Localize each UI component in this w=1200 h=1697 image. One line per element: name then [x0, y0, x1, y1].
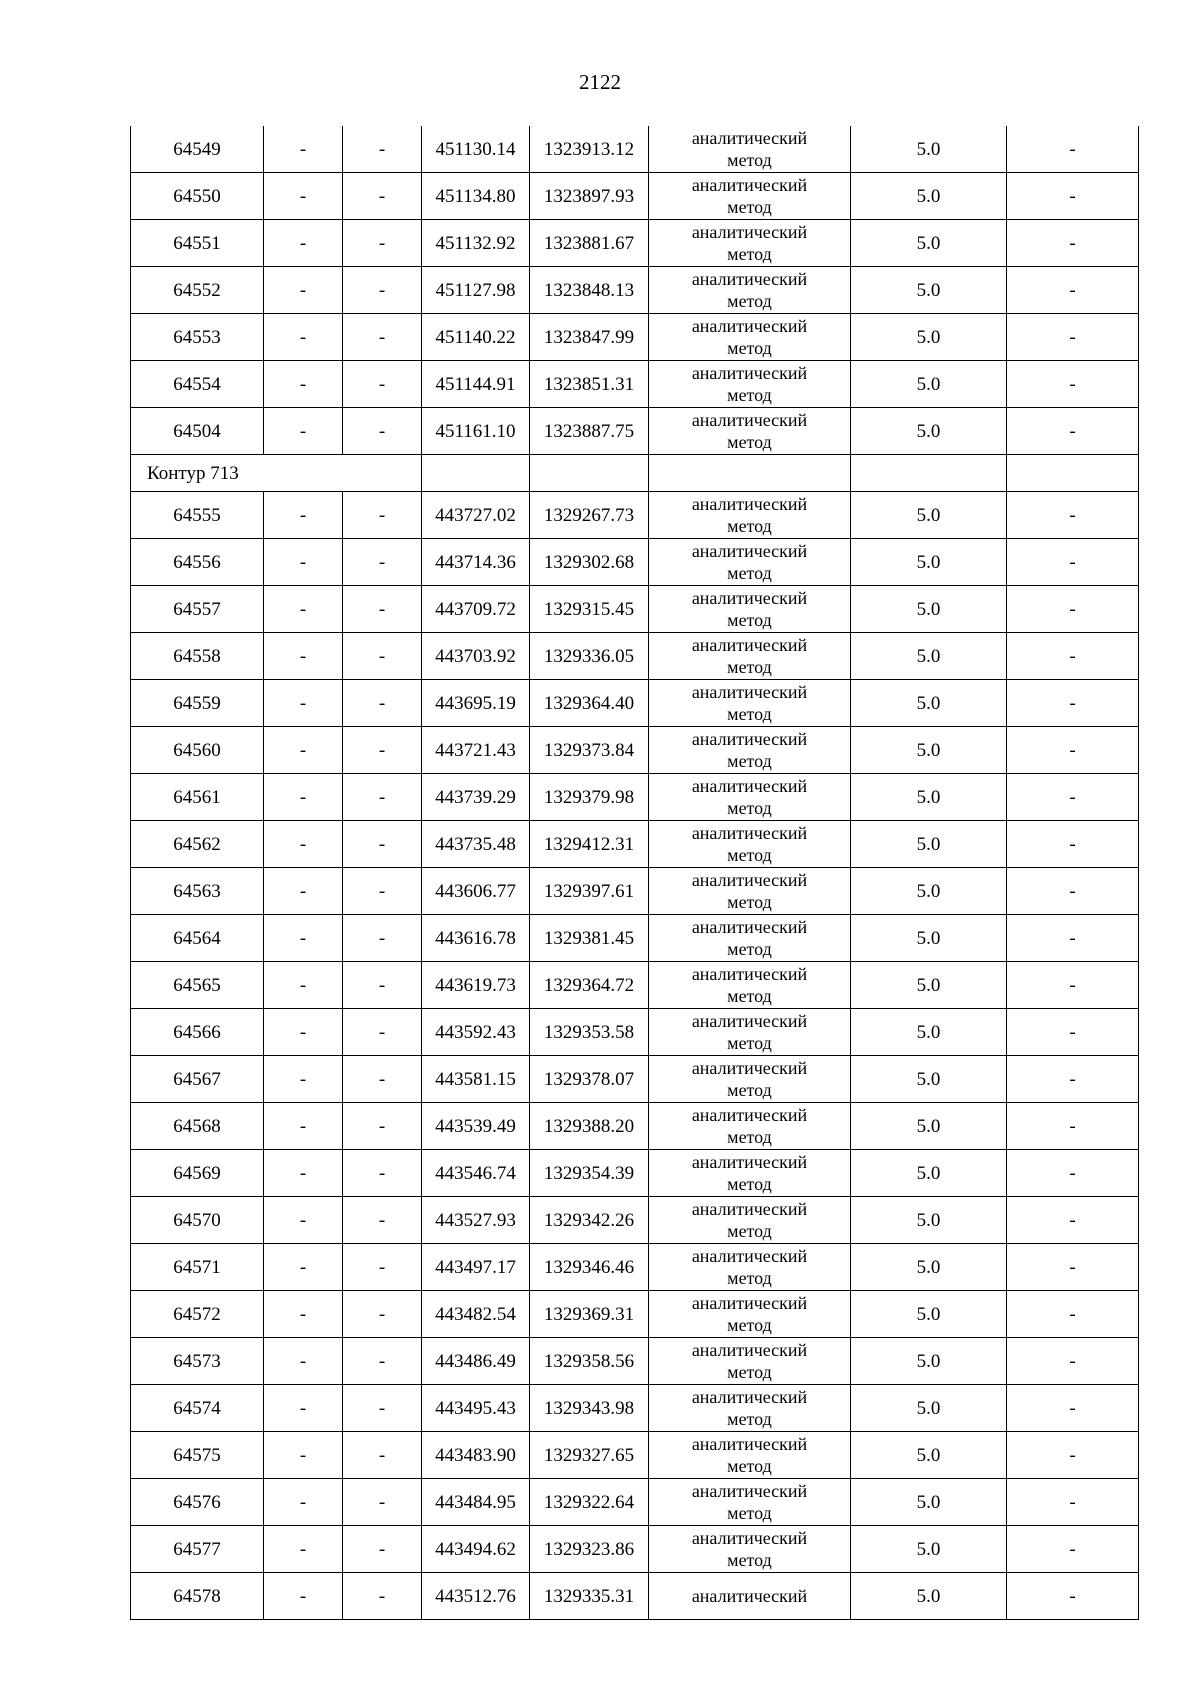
- x-coordinate-cell: 443495.43: [422, 1385, 530, 1432]
- dash-cell: -: [264, 1056, 343, 1103]
- dash-cell: -: [264, 492, 343, 539]
- x-coordinate-cell: 443619.73: [422, 962, 530, 1009]
- y-coordinate-cell: 1329267.73: [530, 492, 649, 539]
- dash-cell: -: [264, 633, 343, 680]
- dash-cell: -: [264, 1385, 343, 1432]
- y-coordinate-cell: 1329353.58: [530, 1009, 649, 1056]
- y-coordinate-cell: 1329336.05: [530, 633, 649, 680]
- dash-cell: -: [343, 1009, 422, 1056]
- method-cell: аналитический метод: [649, 727, 851, 774]
- accuracy-cell: 5.0: [851, 1244, 1007, 1291]
- dash-cell: -: [343, 1056, 422, 1103]
- method-cell: аналитический метод: [649, 220, 851, 267]
- dash-cell: -: [1007, 680, 1139, 727]
- accuracy-cell: 5.0: [851, 1103, 1007, 1150]
- table-row: [131, 1197, 1139, 1244]
- contour-row: [131, 455, 1139, 492]
- method-cell: аналитический метод: [649, 1009, 851, 1056]
- method-cell: аналитический метод: [649, 962, 851, 1009]
- y-coordinate-cell: 1329369.31: [530, 1291, 649, 1338]
- y-coordinate-cell: 1323848.13: [530, 267, 649, 314]
- point-id-cell: 64562: [131, 821, 264, 868]
- accuracy-cell: 5.0: [851, 1197, 1007, 1244]
- method-cell: аналитический: [649, 1573, 851, 1620]
- table-row: [131, 1103, 1139, 1150]
- dash-cell: -: [343, 267, 422, 314]
- point-id-cell: 64558: [131, 633, 264, 680]
- y-coordinate-cell: 1329302.68: [530, 539, 649, 586]
- dash-cell: -: [264, 220, 343, 267]
- table-row: [131, 633, 1139, 680]
- x-coordinate-cell: 443539.49: [422, 1103, 530, 1150]
- point-id-cell: 64557: [131, 586, 264, 633]
- table-row: [131, 1291, 1139, 1338]
- table-row: [131, 727, 1139, 774]
- point-id-cell: 64575: [131, 1432, 264, 1479]
- empty-cell: [422, 455, 530, 492]
- method-cell: аналитический метод: [649, 1150, 851, 1197]
- method-cell: аналитический метод: [649, 314, 851, 361]
- point-id-cell: 64577: [131, 1526, 264, 1573]
- y-coordinate-cell: 1329388.20: [530, 1103, 649, 1150]
- x-coordinate-cell: 451161.10: [422, 408, 530, 455]
- point-id-cell: 64554: [131, 361, 264, 408]
- accuracy-cell: 5.0: [851, 821, 1007, 868]
- x-coordinate-cell: 443735.48: [422, 821, 530, 868]
- y-coordinate-cell: 1329354.39: [530, 1150, 649, 1197]
- table-row: [131, 126, 1139, 173]
- method-cell: аналитический метод: [649, 821, 851, 868]
- dash-cell: -: [264, 314, 343, 361]
- table-row: [131, 774, 1139, 821]
- dash-cell: -: [1007, 1479, 1139, 1526]
- table-row: [131, 314, 1139, 361]
- y-coordinate-cell: 1329397.61: [530, 868, 649, 915]
- dash-cell: -: [264, 1432, 343, 1479]
- method-cell: аналитический метод: [649, 267, 851, 314]
- y-coordinate-cell: 1323913.12: [530, 126, 649, 173]
- accuracy-cell: 5.0: [851, 314, 1007, 361]
- dash-cell: -: [343, 1291, 422, 1338]
- method-cell: аналитический метод: [649, 361, 851, 408]
- dash-cell: -: [264, 821, 343, 868]
- y-coordinate-cell: 1329346.46: [530, 1244, 649, 1291]
- dash-cell: -: [264, 126, 343, 173]
- point-id-cell: 64550: [131, 173, 264, 220]
- table-row: [131, 1338, 1139, 1385]
- point-id-cell: 64556: [131, 539, 264, 586]
- accuracy-cell: 5.0: [851, 1338, 1007, 1385]
- point-id-cell: 64561: [131, 774, 264, 821]
- dash-cell: -: [343, 492, 422, 539]
- dash-cell: -: [264, 173, 343, 220]
- dash-cell: -: [343, 727, 422, 774]
- x-coordinate-cell: 443486.49: [422, 1338, 530, 1385]
- dash-cell: -: [264, 774, 343, 821]
- dash-cell: -: [343, 1150, 422, 1197]
- method-cell: аналитический метод: [649, 868, 851, 915]
- dash-cell: -: [343, 1573, 422, 1620]
- point-id-cell: 64573: [131, 1338, 264, 1385]
- method-cell: аналитический метод: [649, 586, 851, 633]
- method-cell: аналитический метод: [649, 492, 851, 539]
- dash-cell: -: [1007, 915, 1139, 962]
- x-coordinate-cell: 443714.36: [422, 539, 530, 586]
- dash-cell: -: [1007, 1526, 1139, 1573]
- empty-cell: [851, 455, 1007, 492]
- method-cell: аналитический метод: [649, 126, 851, 173]
- method-cell: аналитический метод: [649, 915, 851, 962]
- accuracy-cell: 5.0: [851, 1432, 1007, 1479]
- dash-cell: -: [264, 1197, 343, 1244]
- dash-cell: -: [1007, 220, 1139, 267]
- table-row: [131, 1056, 1139, 1103]
- coordinates-table: [130, 126, 1139, 1620]
- y-coordinate-cell: 1329343.98: [530, 1385, 649, 1432]
- method-cell: аналитический метод: [649, 1056, 851, 1103]
- point-id-cell: 64559: [131, 680, 264, 727]
- x-coordinate-cell: 443727.02: [422, 492, 530, 539]
- dash-cell: -: [264, 1573, 343, 1620]
- table-row: [131, 1150, 1139, 1197]
- dash-cell: -: [264, 1009, 343, 1056]
- table-row: [131, 361, 1139, 408]
- dash-cell: -: [264, 680, 343, 727]
- point-id-cell: 64567: [131, 1056, 264, 1103]
- empty-cell: [530, 455, 649, 492]
- table-row: [131, 962, 1139, 1009]
- accuracy-cell: 5.0: [851, 586, 1007, 633]
- y-coordinate-cell: 1323897.93: [530, 173, 649, 220]
- y-coordinate-cell: 1329315.45: [530, 586, 649, 633]
- x-coordinate-cell: 443703.92: [422, 633, 530, 680]
- dash-cell: -: [1007, 173, 1139, 220]
- dash-cell: -: [1007, 539, 1139, 586]
- dash-cell: -: [343, 586, 422, 633]
- y-coordinate-cell: 1329364.40: [530, 680, 649, 727]
- contour-label: Контур 713: [131, 455, 422, 492]
- point-id-cell: 64572: [131, 1291, 264, 1338]
- accuracy-cell: 5.0: [851, 774, 1007, 821]
- accuracy-cell: 5.0: [851, 1573, 1007, 1620]
- dash-cell: -: [1007, 267, 1139, 314]
- accuracy-cell: 5.0: [851, 173, 1007, 220]
- dash-cell: -: [343, 1103, 422, 1150]
- accuracy-cell: 5.0: [851, 1479, 1007, 1526]
- dash-cell: -: [1007, 1197, 1139, 1244]
- dash-cell: -: [343, 126, 422, 173]
- method-cell: аналитический метод: [649, 539, 851, 586]
- point-id-cell: 64504: [131, 408, 264, 455]
- dash-cell: -: [1007, 1385, 1139, 1432]
- dash-cell: -: [264, 1244, 343, 1291]
- table-row: [131, 220, 1139, 267]
- method-cell: аналитический метод: [649, 1291, 851, 1338]
- dash-cell: -: [343, 774, 422, 821]
- dash-cell: -: [343, 1197, 422, 1244]
- point-id-cell: 64576: [131, 1479, 264, 1526]
- dash-cell: -: [1007, 361, 1139, 408]
- x-coordinate-cell: 443494.62: [422, 1526, 530, 1573]
- point-id-cell: 64569: [131, 1150, 264, 1197]
- x-coordinate-cell: 443616.78: [422, 915, 530, 962]
- dash-cell: -: [1007, 314, 1139, 361]
- table-row: [131, 1432, 1139, 1479]
- point-id-cell: 64566: [131, 1009, 264, 1056]
- y-coordinate-cell: 1329412.31: [530, 821, 649, 868]
- y-coordinate-cell: 1323847.99: [530, 314, 649, 361]
- dash-cell: -: [1007, 1103, 1139, 1150]
- table-row: [131, 680, 1139, 727]
- table-row: [131, 1479, 1139, 1526]
- x-coordinate-cell: 443709.72: [422, 586, 530, 633]
- x-coordinate-cell: 443484.95: [422, 1479, 530, 1526]
- method-cell: аналитический метод: [649, 1244, 851, 1291]
- x-coordinate-cell: 451134.80: [422, 173, 530, 220]
- table-row: [131, 539, 1139, 586]
- dash-cell: -: [264, 361, 343, 408]
- dash-cell: -: [1007, 774, 1139, 821]
- dash-cell: -: [343, 915, 422, 962]
- dash-cell: -: [264, 408, 343, 455]
- dash-cell: -: [343, 314, 422, 361]
- accuracy-cell: 5.0: [851, 408, 1007, 455]
- accuracy-cell: 5.0: [851, 680, 1007, 727]
- dash-cell: -: [264, 267, 343, 314]
- x-coordinate-cell: 451130.14: [422, 126, 530, 173]
- point-id-cell: 64565: [131, 962, 264, 1009]
- dash-cell: -: [343, 361, 422, 408]
- y-coordinate-cell: 1323887.75: [530, 408, 649, 455]
- x-coordinate-cell: 443497.17: [422, 1244, 530, 1291]
- dash-cell: -: [264, 915, 343, 962]
- accuracy-cell: 5.0: [851, 915, 1007, 962]
- x-coordinate-cell: 443512.76: [422, 1573, 530, 1620]
- dash-cell: -: [264, 1291, 343, 1338]
- point-id-cell: 64563: [131, 868, 264, 915]
- dash-cell: -: [264, 1103, 343, 1150]
- accuracy-cell: 5.0: [851, 633, 1007, 680]
- dash-cell: -: [343, 1526, 422, 1573]
- x-coordinate-cell: 443581.15: [422, 1056, 530, 1103]
- dash-cell: -: [264, 727, 343, 774]
- y-coordinate-cell: 1329364.72: [530, 962, 649, 1009]
- dash-cell: -: [343, 633, 422, 680]
- method-cell: аналитический метод: [649, 774, 851, 821]
- x-coordinate-cell: 443592.43: [422, 1009, 530, 1056]
- dash-cell: -: [343, 173, 422, 220]
- x-coordinate-cell: 443721.43: [422, 727, 530, 774]
- point-id-cell: 64568: [131, 1103, 264, 1150]
- dash-cell: -: [264, 1150, 343, 1197]
- empty-cell: [1007, 455, 1139, 492]
- method-cell: аналитический метод: [649, 173, 851, 220]
- dash-cell: -: [1007, 1338, 1139, 1385]
- x-coordinate-cell: 443739.29: [422, 774, 530, 821]
- method-cell: аналитический метод: [649, 1338, 851, 1385]
- table-row: [131, 821, 1139, 868]
- dash-cell: -: [1007, 868, 1139, 915]
- dash-cell: -: [1007, 1056, 1139, 1103]
- y-coordinate-cell: 1329378.07: [530, 1056, 649, 1103]
- dash-cell: -: [1007, 633, 1139, 680]
- dash-cell: -: [343, 1338, 422, 1385]
- method-cell: аналитический метод: [649, 633, 851, 680]
- dash-cell: -: [264, 539, 343, 586]
- accuracy-cell: 5.0: [851, 1385, 1007, 1432]
- dash-cell: -: [264, 1479, 343, 1526]
- accuracy-cell: 5.0: [851, 1056, 1007, 1103]
- point-id-cell: 64552: [131, 267, 264, 314]
- y-coordinate-cell: 1323851.31: [530, 361, 649, 408]
- y-coordinate-cell: 1329322.64: [530, 1479, 649, 1526]
- dash-cell: -: [1007, 492, 1139, 539]
- dash-cell: -: [264, 1526, 343, 1573]
- table-row: [131, 408, 1139, 455]
- accuracy-cell: 5.0: [851, 962, 1007, 1009]
- x-coordinate-cell: 443695.19: [422, 680, 530, 727]
- accuracy-cell: 5.0: [851, 267, 1007, 314]
- accuracy-cell: 5.0: [851, 1009, 1007, 1056]
- dash-cell: -: [343, 868, 422, 915]
- point-id-cell: 64560: [131, 727, 264, 774]
- dash-cell: -: [343, 1385, 422, 1432]
- x-coordinate-cell: 443527.93: [422, 1197, 530, 1244]
- accuracy-cell: 5.0: [851, 126, 1007, 173]
- accuracy-cell: 5.0: [851, 868, 1007, 915]
- method-cell: аналитический метод: [649, 1526, 851, 1573]
- point-id-cell: 64555: [131, 492, 264, 539]
- point-id-cell: 64578: [131, 1573, 264, 1620]
- point-id-cell: 64551: [131, 220, 264, 267]
- dash-cell: -: [343, 539, 422, 586]
- y-coordinate-cell: 1329335.31: [530, 1573, 649, 1620]
- table-row: [131, 267, 1139, 314]
- dash-cell: -: [1007, 126, 1139, 173]
- dash-cell: -: [343, 408, 422, 455]
- table-row: [131, 586, 1139, 633]
- x-coordinate-cell: 443546.74: [422, 1150, 530, 1197]
- accuracy-cell: 5.0: [851, 492, 1007, 539]
- x-coordinate-cell: 443483.90: [422, 1432, 530, 1479]
- dash-cell: -: [343, 1432, 422, 1479]
- table-row: [131, 492, 1139, 539]
- dash-cell: -: [264, 1338, 343, 1385]
- table-row: [131, 1385, 1139, 1432]
- x-coordinate-cell: 451132.92: [422, 220, 530, 267]
- dash-cell: -: [343, 1479, 422, 1526]
- point-id-cell: 64549: [131, 126, 264, 173]
- dash-cell: -: [1007, 1432, 1139, 1479]
- dash-cell: -: [1007, 1150, 1139, 1197]
- accuracy-cell: 5.0: [851, 539, 1007, 586]
- point-id-cell: 64571: [131, 1244, 264, 1291]
- y-coordinate-cell: 1329358.56: [530, 1338, 649, 1385]
- y-coordinate-cell: 1329373.84: [530, 727, 649, 774]
- dash-cell: -: [343, 680, 422, 727]
- x-coordinate-cell: 451144.91: [422, 361, 530, 408]
- y-coordinate-cell: 1329342.26: [530, 1197, 649, 1244]
- table-row: [131, 1244, 1139, 1291]
- dash-cell: -: [1007, 727, 1139, 774]
- method-cell: аналитический метод: [649, 1103, 851, 1150]
- method-cell: аналитический метод: [649, 680, 851, 727]
- dash-cell: -: [264, 962, 343, 1009]
- table-body: [131, 126, 1139, 1620]
- dash-cell: -: [1007, 1009, 1139, 1056]
- method-cell: аналитический метод: [649, 1432, 851, 1479]
- y-coordinate-cell: 1329323.86: [530, 1526, 649, 1573]
- empty-cell: [649, 455, 851, 492]
- dash-cell: -: [264, 868, 343, 915]
- dash-cell: -: [343, 1244, 422, 1291]
- accuracy-cell: 5.0: [851, 1291, 1007, 1338]
- x-coordinate-cell: 443606.77: [422, 868, 530, 915]
- y-coordinate-cell: 1329379.98: [530, 774, 649, 821]
- method-cell: аналитический метод: [649, 408, 851, 455]
- x-coordinate-cell: 451127.98: [422, 267, 530, 314]
- table-row: [131, 1009, 1139, 1056]
- table-row: [131, 868, 1139, 915]
- table-row: [131, 1573, 1139, 1620]
- point-id-cell: 64574: [131, 1385, 264, 1432]
- dash-cell: -: [1007, 962, 1139, 1009]
- x-coordinate-cell: 451140.22: [422, 314, 530, 361]
- y-coordinate-cell: 1323881.67: [530, 220, 649, 267]
- table-row: [131, 915, 1139, 962]
- method-cell: аналитический метод: [649, 1479, 851, 1526]
- table-row: [131, 173, 1139, 220]
- accuracy-cell: 5.0: [851, 1526, 1007, 1573]
- dash-cell: -: [343, 821, 422, 868]
- point-id-cell: 64553: [131, 314, 264, 361]
- method-cell: аналитический метод: [649, 1385, 851, 1432]
- y-coordinate-cell: 1329381.45: [530, 915, 649, 962]
- dash-cell: -: [343, 962, 422, 1009]
- dash-cell: -: [343, 220, 422, 267]
- dash-cell: -: [1007, 821, 1139, 868]
- accuracy-cell: 5.0: [851, 727, 1007, 774]
- accuracy-cell: 5.0: [851, 220, 1007, 267]
- y-coordinate-cell: 1329327.65: [530, 1432, 649, 1479]
- dash-cell: -: [1007, 1291, 1139, 1338]
- dash-cell: -: [1007, 408, 1139, 455]
- table-row: [131, 1526, 1139, 1573]
- point-id-cell: 64570: [131, 1197, 264, 1244]
- x-coordinate-cell: 443482.54: [422, 1291, 530, 1338]
- dash-cell: -: [1007, 1573, 1139, 1620]
- point-id-cell: 64564: [131, 915, 264, 962]
- dash-cell: -: [264, 586, 343, 633]
- accuracy-cell: 5.0: [851, 361, 1007, 408]
- dash-cell: -: [1007, 1244, 1139, 1291]
- accuracy-cell: 5.0: [851, 1150, 1007, 1197]
- method-cell: аналитический метод: [649, 1197, 851, 1244]
- page-number: 2122: [579, 70, 621, 94]
- dash-cell: -: [1007, 586, 1139, 633]
